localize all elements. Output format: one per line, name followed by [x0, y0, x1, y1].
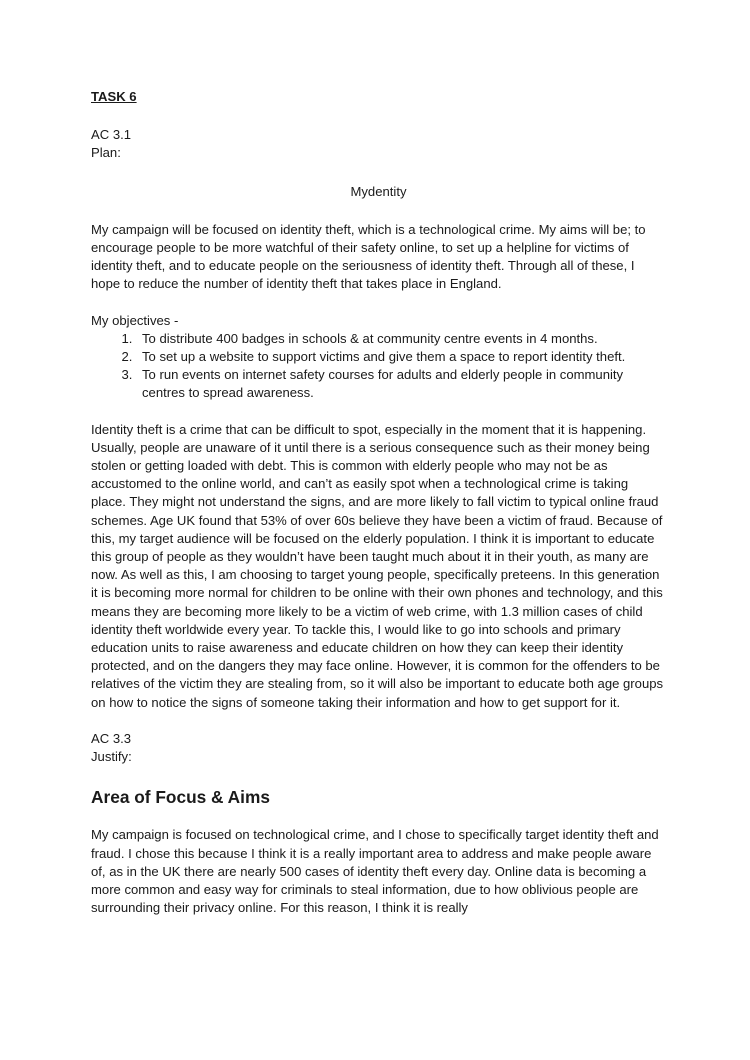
- section-heading: Area of Focus & Aims: [91, 787, 270, 808]
- plan-body-paragraph: Identity theft is a crime that can be difficult to spot, especially in the moment that it is happening. Usually, people are unaware of it until there is a serious consequence such as their money being stolen or getting loaded with debt. This is common with elderly people who may not be as accustomed to the online world, and can’t as easily spot when a technological crime is taking place. They might not understand the signs, and are more likely to fall victim to typical online fraud schemes. Age UK found that 53% of over 60s believe they have been a victim of fraud. Because of this, my target audience will be focused on the elderly population. I think it is important to educate this group of people as they wouldn’t have been taught much about it in their youth, as many are now. As well as this, I am choosing to target young people, specifically preteens. In this generation it is becoming more normal for children to be online with their own phones and technology, and this means they are becoming more likely to be a victim of web crime, with 1.3 million cases of child identity theft worldwide every year. To tackle this, I would like to go into schools and primary education units to raise awareness and educate children on how they can keep their identity protected, and on the dangers they may face online. However, it is common for the offenders to be relatives of the victim they are stealing from, so it will also be important to educate both age groups on how to notice the signs of someone taking their information and how to get support for it.: [91, 421, 664, 710]
- objective-item: 1. To distribute 400 badges in schools & at community centre events in 4 months.: [136, 330, 666, 348]
- task-title: TASK 6: [91, 89, 137, 104]
- plan-intro-paragraph: My campaign will be focused on identity theft, which is a technological crime. My aims will be; to encourage people to be more watchful of their safety online, to set up a helpline for victims of identity theft, and to educate people on the seriousness of identity theft. Through all of these, I hope to reduce the number of identity theft that takes place in England.: [91, 221, 646, 292]
- campaign-title: Mydentity: [350, 183, 407, 199]
- objectives-list: [91, 330, 666, 403]
- plan-label: Plan:: [91, 145, 121, 161]
- objectives-heading: My objectives -: [91, 312, 179, 328]
- justify-label: Justify:: [91, 749, 132, 765]
- objective-item: 3. To run events on internet safety courses for adults and elderly people in community centres to spread awareness.: [136, 366, 666, 402]
- objective-item: 2. To set up a website to support victims and give them a space to report identity theft.: [136, 348, 666, 366]
- plan-ac-label: AC 3.1: [91, 127, 132, 143]
- justify-body-paragraph: My campaign is focused on technological crime, and I chose to specifically target identity theft and fraud. I chose this because I think it is a really important area to address and make people aware of, as in the UK there are nearly 500 cases of identity theft every day. Online data is becoming a more common and easy way for criminals to steal information, due to how oblivious people are surrounding their privacy online. For this reason, I think it is really: [91, 827, 659, 916]
- justify-ac-label: AC 3.3: [91, 730, 132, 746]
- document-page: [91, 88, 666, 917]
